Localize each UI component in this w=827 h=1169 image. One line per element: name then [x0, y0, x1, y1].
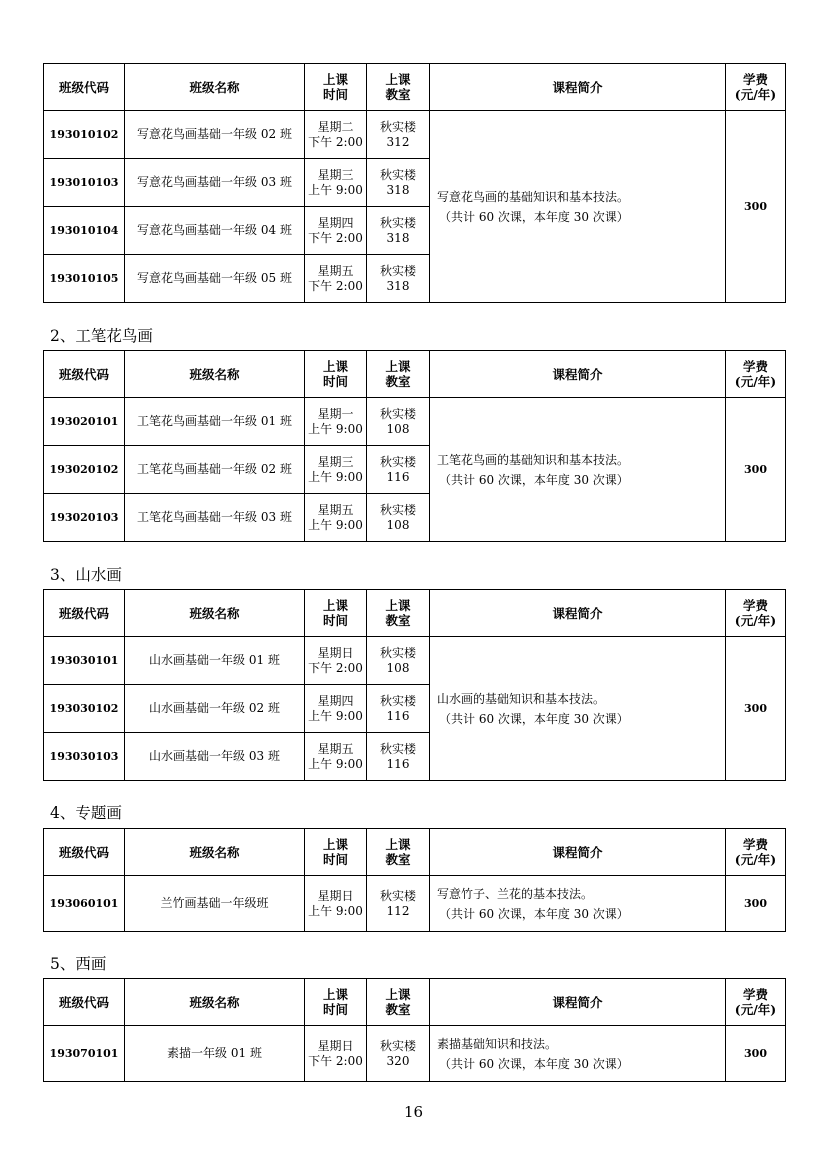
class-building: 秋实楼 — [379, 502, 416, 517]
header-name: 班级名称 — [125, 64, 305, 111]
class-name: 山水画基础一年级 01 班 — [125, 637, 305, 685]
header-code: 班级代码 — [44, 64, 125, 111]
class-room-number: 318 — [386, 182, 410, 197]
class-room-number: 318 — [386, 278, 410, 293]
class-hour: 上午 9:00 — [308, 708, 363, 723]
class-building: 秋实楼 — [379, 741, 416, 756]
page-number: 16 — [403, 1103, 424, 1121]
header-room — [367, 829, 430, 876]
class-hour: 下午 2:00 — [308, 1053, 363, 1068]
course-intro-line2: （共计 60 次课，本年度 30 次课） — [439, 209, 629, 224]
class-code: 193010102 — [44, 111, 125, 159]
class-building: 秋实楼 — [379, 1038, 416, 1053]
class-building: 秋实楼 — [379, 645, 416, 660]
header-code: 班级代码 — [44, 590, 125, 637]
class-code: 193010104 — [44, 207, 125, 255]
course-fee: 300 — [726, 111, 786, 303]
class-day: 星期日 — [317, 888, 354, 903]
class-building: 秋实楼 — [379, 693, 416, 708]
class-room — [367, 207, 430, 255]
class-room — [367, 685, 430, 733]
class-building: 秋实楼 — [379, 119, 416, 134]
header-fee-line2: (元/年) — [734, 1002, 777, 1017]
class-table-zhuanti — [43, 828, 786, 932]
class-day: 星期五 — [317, 263, 354, 278]
class-code: 193070101 — [44, 1026, 125, 1082]
class-code: 193020101 — [44, 398, 125, 446]
course-intro — [430, 111, 726, 303]
header-room — [367, 64, 430, 111]
class-day: 星期五 — [317, 741, 354, 756]
class-name: 山水画基础一年级 02 班 — [125, 685, 305, 733]
header-room-line1: 上课 — [385, 598, 411, 613]
header-intro: 课程简介 — [430, 590, 726, 637]
course-intro-line2: （共计 60 次课，本年度 30 次课） — [439, 906, 629, 921]
header-fee — [726, 64, 786, 111]
course-fee: 300 — [726, 637, 786, 781]
header-time — [305, 590, 367, 637]
course-intro-line2: （共计 60 次课，本年度 30 次课） — [439, 711, 629, 726]
class-hour: 上午 9:00 — [308, 517, 363, 532]
course-intro-line1: 工笔花鸟画的基础知识和基本技法。 — [437, 452, 630, 467]
class-code: 193010103 — [44, 159, 125, 207]
class-room-number: 108 — [386, 421, 410, 436]
class-name: 工笔花鸟画基础一年级 02 班 — [125, 446, 305, 494]
course-intro — [430, 876, 726, 932]
table-row — [44, 1026, 786, 1082]
header-fee-line1: 学费 — [742, 598, 768, 613]
header-fee-line2: (元/年) — [734, 374, 777, 389]
class-table-gongbi — [43, 350, 786, 542]
class-building: 秋实楼 — [379, 888, 416, 903]
header-room-line2: 教室 — [385, 613, 411, 628]
class-name: 写意花鸟画基础一年级 05 班 — [125, 255, 305, 303]
class-building: 秋实楼 — [379, 263, 416, 278]
class-time — [305, 207, 367, 255]
class-room — [367, 876, 430, 932]
table-row — [44, 111, 786, 159]
header-time-line1: 上课 — [322, 359, 348, 374]
class-building: 秋实楼 — [379, 454, 416, 469]
header-fee-line2: (元/年) — [734, 852, 777, 867]
class-room-number: 312 — [386, 134, 410, 149]
header-fee — [726, 590, 786, 637]
table-row — [44, 637, 786, 685]
header-fee — [726, 829, 786, 876]
class-day: 星期日 — [317, 1038, 354, 1053]
course-intro — [430, 1026, 726, 1082]
class-time — [305, 255, 367, 303]
class-time — [305, 685, 367, 733]
class-building: 秋实楼 — [379, 215, 416, 230]
header-room — [367, 351, 430, 398]
class-code: 193060101 — [44, 876, 125, 932]
header-name: 班级名称 — [125, 979, 305, 1026]
header-room-line2: 教室 — [385, 87, 411, 102]
class-time — [305, 876, 367, 932]
class-day: 星期三 — [317, 454, 354, 469]
class-name: 写意花鸟画基础一年级 02 班 — [125, 111, 305, 159]
class-hour: 上午 9:00 — [308, 421, 363, 436]
course-fee: 300 — [726, 876, 786, 932]
class-room — [367, 111, 430, 159]
header-time-line2: 时间 — [322, 374, 348, 389]
header-code: 班级代码 — [44, 829, 125, 876]
section-title-shanshui: 3、山水画 — [50, 566, 122, 584]
header-fee-line2: (元/年) — [734, 87, 777, 102]
class-table-xihua — [43, 978, 786, 1082]
header-time-line1: 上课 — [322, 72, 348, 87]
class-room — [367, 255, 430, 303]
course-intro-line2: （共计 60 次课，本年度 30 次课） — [439, 472, 629, 487]
table-row — [44, 398, 786, 446]
class-time — [305, 159, 367, 207]
class-room — [367, 446, 430, 494]
header-room-line2: 教室 — [385, 374, 411, 389]
header-time — [305, 351, 367, 398]
class-room — [367, 733, 430, 781]
class-table-xieyi — [43, 63, 786, 303]
class-code: 193030102 — [44, 685, 125, 733]
class-room-number: 318 — [386, 230, 410, 245]
course-intro — [430, 637, 726, 781]
class-time — [305, 494, 367, 542]
course-intro-line1: 写意竹子、兰花的基本技法。 — [437, 886, 594, 901]
table-header-row — [44, 590, 786, 637]
header-name: 班级名称 — [125, 829, 305, 876]
header-time-line1: 上课 — [322, 598, 348, 613]
table-header-row — [44, 64, 786, 111]
header-name: 班级名称 — [125, 351, 305, 398]
class-name: 工笔花鸟画基础一年级 01 班 — [125, 398, 305, 446]
course-intro-line1: 写意花鸟画的基础知识和基本技法。 — [437, 189, 630, 204]
class-code: 193030101 — [44, 637, 125, 685]
course-intro — [430, 398, 726, 542]
header-fee — [726, 979, 786, 1026]
class-name: 素描一年级 01 班 — [125, 1026, 305, 1082]
class-time — [305, 398, 367, 446]
table-header-row — [44, 979, 786, 1026]
class-room-number: 108 — [386, 660, 410, 675]
class-hour: 下午 2:00 — [308, 660, 363, 675]
header-room-line2: 教室 — [385, 1002, 411, 1017]
class-time — [305, 733, 367, 781]
class-room — [367, 494, 430, 542]
class-day: 星期五 — [317, 502, 354, 517]
class-day: 星期日 — [317, 645, 354, 660]
class-hour: 上午 9:00 — [308, 903, 363, 918]
header-fee — [726, 351, 786, 398]
header-room-line1: 上课 — [385, 359, 411, 374]
class-name: 工笔花鸟画基础一年级 03 班 — [125, 494, 305, 542]
class-day: 星期四 — [317, 693, 354, 708]
table-header-row — [44, 829, 786, 876]
header-intro: 课程简介 — [430, 64, 726, 111]
header-room — [367, 590, 430, 637]
course-intro-line2: （共计 60 次课，本年度 30 次课） — [439, 1056, 629, 1071]
header-time — [305, 64, 367, 111]
table-header-row — [44, 351, 786, 398]
course-intro-line1: 山水画的基础知识和基本技法。 — [437, 691, 606, 706]
header-time-line2: 时间 — [322, 1002, 348, 1017]
course-fee: 300 — [726, 398, 786, 542]
header-time-line1: 上课 — [322, 987, 348, 1002]
header-room-line1: 上课 — [385, 72, 411, 87]
class-name: 写意花鸟画基础一年级 03 班 — [125, 159, 305, 207]
header-time-line2: 时间 — [322, 613, 348, 628]
class-building: 秋实楼 — [379, 406, 416, 421]
class-time — [305, 446, 367, 494]
class-room-number: 320 — [386, 1053, 410, 1068]
class-hour: 下午 2:00 — [308, 230, 363, 245]
header-time-line2: 时间 — [322, 852, 348, 867]
class-code: 193030103 — [44, 733, 125, 781]
class-name: 写意花鸟画基础一年级 04 班 — [125, 207, 305, 255]
header-time — [305, 979, 367, 1026]
class-room-number: 116 — [386, 469, 410, 484]
header-intro: 课程简介 — [430, 829, 726, 876]
class-time — [305, 1026, 367, 1082]
header-room-line1: 上课 — [385, 987, 411, 1002]
section-title-zhuanti: 4、专题画 — [50, 804, 122, 822]
class-room — [367, 1026, 430, 1082]
header-time-line2: 时间 — [322, 87, 348, 102]
class-day: 星期二 — [317, 119, 354, 134]
class-room — [367, 398, 430, 446]
class-hour: 上午 9:00 — [308, 182, 363, 197]
header-room-line1: 上课 — [385, 837, 411, 852]
header-fee-line1: 学费 — [742, 72, 768, 87]
class-name: 山水画基础一年级 03 班 — [125, 733, 305, 781]
header-room — [367, 979, 430, 1026]
class-hour: 下午 2:00 — [308, 278, 363, 293]
class-room — [367, 159, 430, 207]
header-fee-line2: (元/年) — [734, 613, 777, 628]
header-code: 班级代码 — [44, 351, 125, 398]
header-name: 班级名称 — [125, 590, 305, 637]
class-hour: 上午 9:00 — [308, 756, 363, 771]
class-room — [367, 637, 430, 685]
class-room-number: 116 — [386, 708, 410, 723]
class-table-shanshui — [43, 589, 786, 781]
header-intro: 课程简介 — [430, 351, 726, 398]
header-room-line2: 教室 — [385, 852, 411, 867]
class-time — [305, 637, 367, 685]
class-code: 193020103 — [44, 494, 125, 542]
header-fee-line1: 学费 — [742, 837, 768, 852]
class-hour: 下午 2:00 — [308, 134, 363, 149]
course-intro-line1: 素描基础知识和技法。 — [437, 1036, 558, 1051]
class-room-number: 116 — [386, 756, 410, 771]
class-room-number: 108 — [386, 517, 410, 532]
header-fee-line1: 学费 — [742, 359, 768, 374]
header-time — [305, 829, 367, 876]
section-title-xihua: 5、西画 — [50, 955, 107, 973]
class-day: 星期四 — [317, 215, 354, 230]
class-code: 193010105 — [44, 255, 125, 303]
header-fee-line1: 学费 — [742, 987, 768, 1002]
header-time-line1: 上课 — [322, 837, 348, 852]
class-code: 193020102 — [44, 446, 125, 494]
class-building: 秋实楼 — [379, 167, 416, 182]
header-intro: 课程简介 — [430, 979, 726, 1026]
class-hour: 上午 9:00 — [308, 469, 363, 484]
course-fee: 300 — [726, 1026, 786, 1082]
table-row — [44, 876, 786, 932]
class-day: 星期一 — [317, 406, 354, 421]
header-code: 班级代码 — [44, 979, 125, 1026]
section-title-gongbi: 2、工笔花鸟画 — [50, 327, 153, 345]
class-day: 星期三 — [317, 167, 354, 182]
class-time — [305, 111, 367, 159]
class-room-number: 112 — [386, 903, 410, 918]
class-name: 兰竹画基础一年级班 — [125, 876, 305, 932]
